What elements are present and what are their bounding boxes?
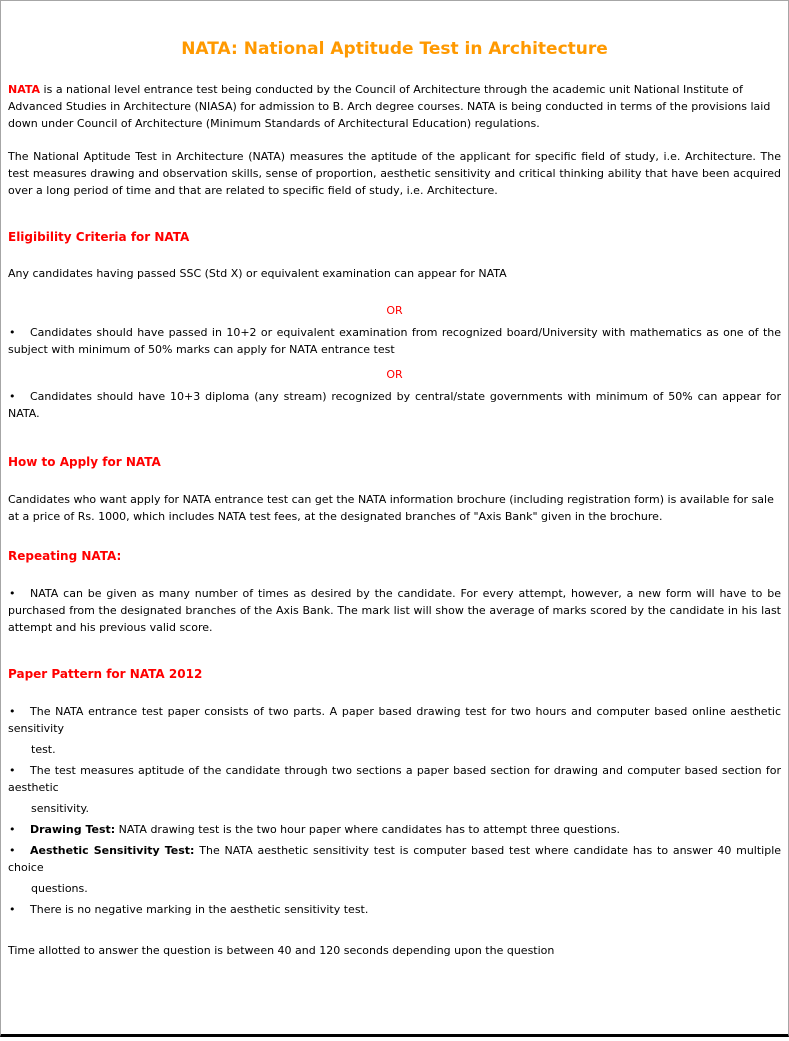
pattern-bullet-3-label: Drawing Test: xyxy=(30,823,116,836)
bullet-icon: • xyxy=(9,844,16,857)
pattern-bullet-3-text: NATA drawing test is the two hour paper where candidates has to attempt three questions. xyxy=(118,823,620,836)
pattern-bullet-5-text: There is no negative marking in the aesthetic sensitivity test. xyxy=(30,903,369,916)
intro-paragraph-1-text: is a national level entrance test being conducted by the Council of Architecture through the academic unit National Institute of Advanced Studies in Architecture (NIASA) for admission to B. Arch degree courses. NATA is being conducted in terms of the provisions laid down under Council of Architecture (Minimum Standards of Architectural Education) regulations. xyxy=(8,83,771,130)
bullet-icon: • xyxy=(9,903,16,916)
eligibility-or-2: OR xyxy=(386,368,403,381)
bullet-icon: • xyxy=(9,764,16,777)
pattern-bullet-4 xyxy=(8,842,781,876)
intro-lead-word: NATA xyxy=(8,83,41,96)
eligibility-or-1: OR xyxy=(386,304,403,317)
pattern-bullet-4-text: The NATA aesthetic sensitivity test is computer based test where candidate has to answer 40 multiple choice xyxy=(8,844,782,874)
eligibility-intro: Any candidates having passed SSC (Std X) or equivalent examination can appear for NATA xyxy=(8,267,507,280)
apply-paragraph: Candidates who want apply for NATA entrance test can get the NATA information brochure (including registration form) is available for sale at a price of Rs. 1000, which includes NATA test fees, at the designated branches of "Axis Bank" given in the brochure. xyxy=(8,493,774,523)
heading-eligibility: Eligibility Criteria for NATA xyxy=(8,230,190,244)
eligibility-bullet-1-text: Candidates should have passed in 10+2 or equivalent examination from recognized board/University with mathematics as one of the subject with minimum of 50% marks can apply for NATA entrance test xyxy=(8,326,781,356)
pattern-bullet-5 xyxy=(8,901,781,918)
eligibility-bullet-2-text: Candidates should have 10+3 diploma (any stream) recognized by central/state governments with minimum of 50% can appear for NATA. xyxy=(8,390,781,420)
heading-repeating: Repeating NATA: xyxy=(8,549,122,563)
bullet-icon: • xyxy=(9,390,16,403)
intro-paragraph-1 xyxy=(8,81,781,132)
pattern-bullet-4-label: Aesthetic Sensitivity Test: xyxy=(30,844,195,857)
bullet-icon: • xyxy=(9,326,16,339)
repeating-bullet xyxy=(8,585,781,636)
pattern-bullet-2 xyxy=(8,762,781,796)
eligibility-bullet-1 xyxy=(8,324,781,358)
page-title: NATA: National Aptitude Test in Architecture xyxy=(181,39,608,59)
pattern-bullet-4-continuation: questions. xyxy=(31,882,88,895)
pattern-bullet-1-continuation: test. xyxy=(31,743,56,756)
repeating-bullet-text: NATA can be given as many number of times as desired by the candidate. For every attempt, however, a new form will have to be purchased from the designated branches of the Axis Bank. The mark list will show the average of marks scored by the candidate in his last attempt and his previous valid score. xyxy=(8,587,781,634)
pattern-bullet-2-text: The test measures aptitude of the candidate through two sections a paper based section for drawing and computer based section for aesthetic xyxy=(8,764,781,794)
bullet-icon: • xyxy=(9,705,16,718)
document-content xyxy=(1,38,788,959)
pattern-bullet-2-continuation: sensitivity. xyxy=(31,802,89,815)
time-allotted-note: Time allotted to answer the question is between 40 and 120 seconds depending upon the question xyxy=(8,944,555,957)
intro-paragraph-2: The National Aptitude Test in Architecture (NATA) measures the aptitude of the applicant for specific field of study, i.e. Architecture. The test measures drawing and observation skills, sense of proportion, aesthetic sensitivity and critical thinking ability that have been acquired over a long period of time and that are related to specific field of study, i.e. Architecture. xyxy=(8,150,781,197)
pattern-bullet-1 xyxy=(8,703,781,737)
pattern-bullet-3 xyxy=(8,821,781,838)
bullet-icon: • xyxy=(9,823,16,836)
heading-how-to-apply: How to Apply for NATA xyxy=(8,455,161,469)
eligibility-bullet-2 xyxy=(8,388,781,422)
pattern-bullet-1-text: The NATA entrance test paper consists of two parts. A paper based drawing test for two hours and computer based online aesthetic sensitivity xyxy=(8,705,781,735)
bullet-icon: • xyxy=(9,587,16,600)
heading-paper-pattern: Paper Pattern for NATA 2012 xyxy=(8,667,203,681)
